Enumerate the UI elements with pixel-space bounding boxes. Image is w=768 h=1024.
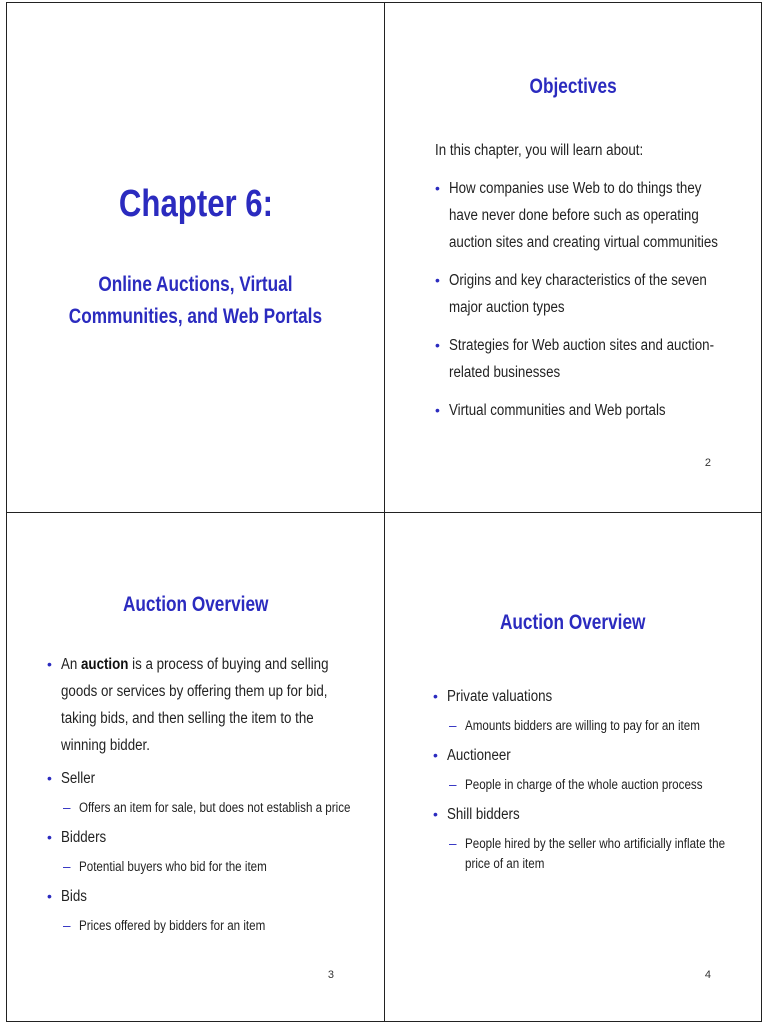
page-number: 3 xyxy=(327,969,334,981)
slide-body xyxy=(433,683,753,874)
slide-title: Objectives xyxy=(529,75,617,98)
slide-1 xyxy=(6,2,385,513)
bullet-item: • Auctioneer xyxy=(433,747,511,764)
bullet-item: • Seller xyxy=(47,770,96,787)
bullet-item: • Origins and key characteristics of the seven major auction types xyxy=(435,272,707,316)
sub-bullet-item: – Amounts bidders are willing to pay for an item xyxy=(449,718,700,733)
slide-2 xyxy=(384,2,762,513)
sub-bullet-item: – Potential buyers who bid for the item xyxy=(63,859,267,874)
slide-title: Auction Overview xyxy=(122,593,269,616)
bullet-item: • Shill bidders xyxy=(433,806,520,823)
bullet-item: • How companies use Web to do things they have never done before such as operating auction sites and creating virtual communities xyxy=(435,180,718,251)
sub-bullet-item: – People in charge of the whole auction process xyxy=(449,777,703,792)
bullet-item: • Strategies for Web auction sites and auction- related businesses xyxy=(435,337,715,381)
slide-body xyxy=(47,651,377,936)
sub-bullet-item: – Prices offered by bidders for an item xyxy=(63,918,266,933)
sub-bullet-item: – Offers an item for sale, but does not establish a price xyxy=(63,800,351,815)
sub-bullet-item: – People hired by the seller who artificially inflate the price of an item xyxy=(449,836,726,871)
bullet-item: • Virtual communities and Web portals xyxy=(435,402,666,419)
slide-4 xyxy=(384,512,762,1022)
slide-body xyxy=(435,137,755,424)
slide-3 xyxy=(6,512,385,1022)
bullet-item: • Bids xyxy=(47,888,87,905)
page-number: 4 xyxy=(704,969,711,981)
bullet-item: • Bidders xyxy=(47,829,107,846)
chapter-subtitle: Online Auctions, Virtual Communities, and Web Portals xyxy=(68,273,323,328)
page-number: 2 xyxy=(704,457,711,469)
slide-title: Auction Overview xyxy=(500,611,646,634)
bullet-item: • An auction is a process of buying and selling goods or services by offering them up for bid, taking bids, and then selling the item to the winning bidder. xyxy=(47,656,329,754)
chapter-title: Chapter 6: xyxy=(118,183,273,225)
bullet-item: • Private valuations xyxy=(433,688,553,705)
intro-text: In this chapter, you will learn about: xyxy=(435,142,644,159)
